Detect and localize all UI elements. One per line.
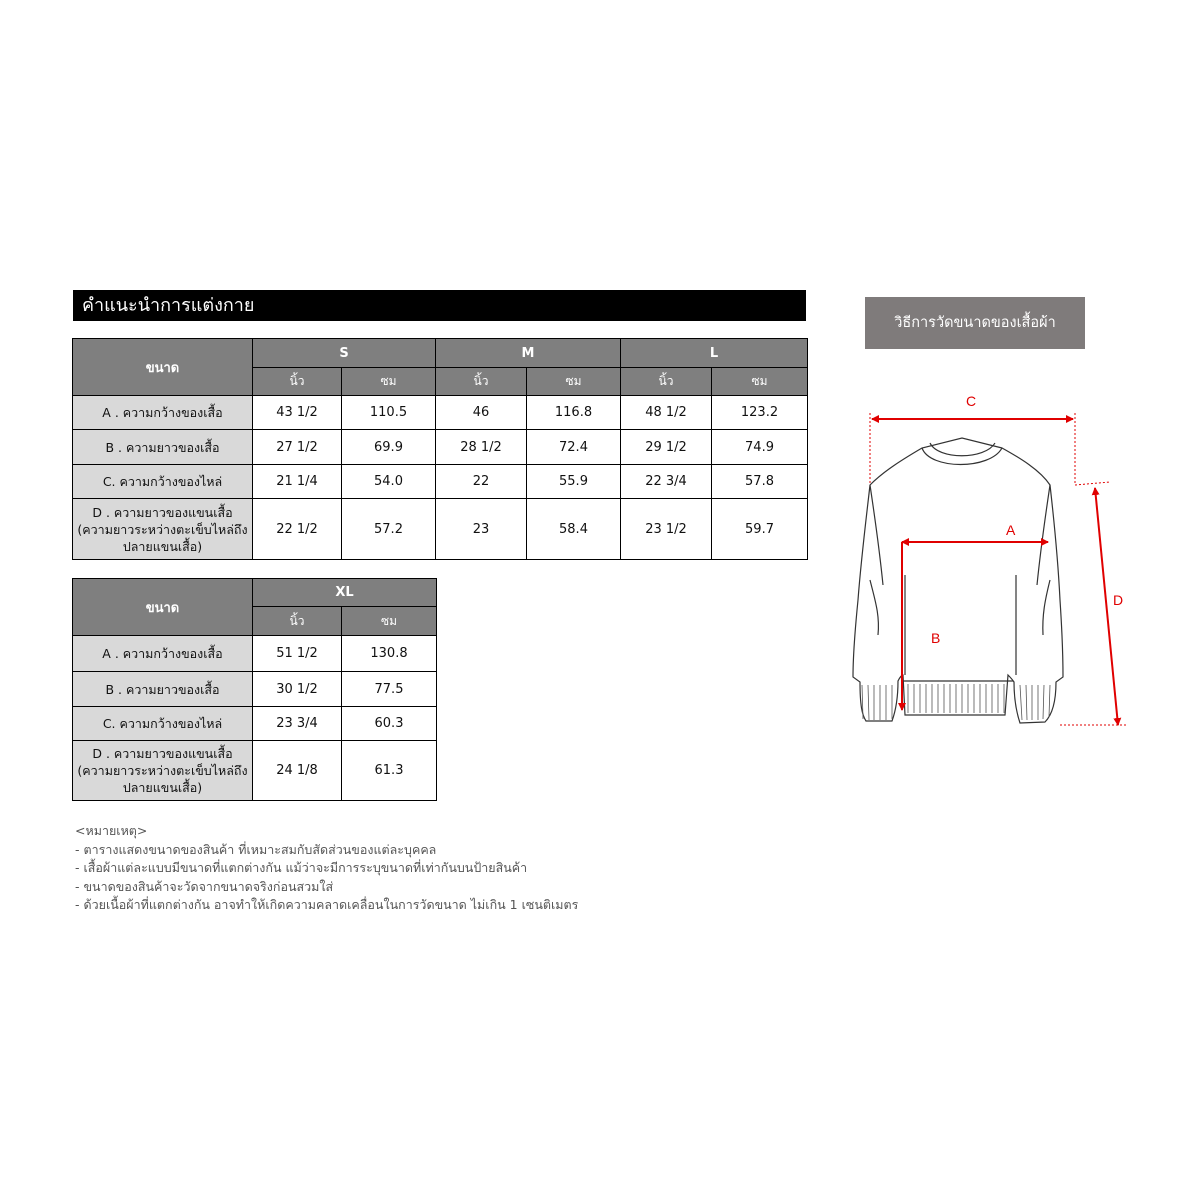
row-label: B . ความยาวของเสื้อ: [73, 672, 253, 707]
value-cell: 57.8: [712, 465, 808, 499]
row-label: A . ความกว้างของเสื้อ: [73, 636, 253, 672]
row-label: C. ความกว้างของไหล่: [73, 465, 253, 499]
value-cell: 21 1/4: [253, 465, 342, 499]
row-label: [73, 499, 253, 560]
unit-cm: ซม: [342, 368, 436, 396]
row-label-line: ปลายแขนเสื้อ): [122, 780, 203, 795]
notes-heading: <หมายเหตุ>: [75, 823, 148, 838]
value-cell: 46: [436, 396, 527, 430]
value-cell: 28 1/2: [436, 430, 527, 465]
size-s-header: S: [253, 339, 436, 368]
label-d: D: [1113, 592, 1124, 608]
unit-cm: ซม: [342, 607, 437, 636]
sweater-outline: [853, 438, 1063, 723]
value-cell: 22: [436, 465, 527, 499]
table-row: [73, 430, 808, 465]
value-cell: 110.5: [342, 396, 436, 430]
value-cell: 116.8: [527, 396, 621, 430]
value-cell: 51 1/2: [253, 636, 342, 672]
page-title: คำแนะนำการแต่งกาย: [73, 290, 806, 321]
row-label-line: D . ความยาวของแขนเสื้อ: [92, 746, 233, 761]
sweater-diagram: [830, 385, 1140, 745]
value-cell: 43 1/2: [253, 396, 342, 430]
label-b: B: [931, 630, 941, 646]
label-a: A: [1006, 522, 1016, 538]
row-label-line: (ความยาวระหว่างตะเข็บไหล่ถึง: [77, 521, 248, 537]
row-label: [73, 741, 253, 801]
table-row: [73, 499, 808, 560]
value-cell: 23 3/4: [253, 707, 342, 741]
size-header: ขนาด: [73, 339, 253, 396]
value-cell: 77.5: [342, 672, 437, 707]
value-cell: 55.9: [527, 465, 621, 499]
value-cell: 22 1/2: [253, 499, 342, 560]
unit-inch: นิ้ว: [436, 368, 527, 396]
value-cell: 58.4: [527, 499, 621, 560]
unit-inch: นิ้ว: [253, 607, 342, 636]
value-cell: 60.3: [342, 707, 437, 741]
measure-labels: [931, 393, 1123, 646]
value-cell: 57.2: [342, 499, 436, 560]
value-cell: 23 1/2: [621, 499, 712, 560]
size-m-header: M: [436, 339, 621, 368]
row-label-line: (ความยาวระหว่างตะเข็บไหล่ถึง: [77, 763, 248, 778]
value-cell: 48 1/2: [621, 396, 712, 430]
value-cell: 54.0: [342, 465, 436, 499]
value-cell: 23: [436, 499, 527, 560]
value-cell: 123.2: [712, 396, 808, 430]
value-cell: 22 3/4: [621, 465, 712, 499]
value-cell: 59.7: [712, 499, 808, 560]
size-xl-header: XL: [253, 579, 437, 607]
size-table-sml: [72, 338, 808, 560]
value-cell: 130.8: [342, 636, 437, 672]
guide-lines: [870, 413, 1126, 725]
row-label: B . ความยาวของเสื้อ: [73, 430, 253, 465]
unit-cm: ซม: [712, 368, 808, 396]
value-cell: 61.3: [342, 741, 437, 801]
value-cell: 69.9: [342, 430, 436, 465]
size-table-xl: [72, 578, 437, 801]
table-row: [73, 636, 437, 672]
size-header: ขนาด: [73, 579, 253, 636]
note-line: - ด้วยเนื้อผ้าที่แตกต่างกัน อาจทำให้เกิดความคลาดเคลื่อนในการวัดขนาด ไม่เกิน 1 เซนติเมตร: [75, 897, 579, 912]
table-row: [73, 707, 437, 741]
table-row: [73, 672, 437, 707]
unit-cm: ซม: [527, 368, 621, 396]
note-line: - เสื้อผ้าแต่ละแบบมีขนาดที่แตกต่างกัน แม้ว่าจะมีการระบุขนาดที่เท่ากันบนป้ายสินค้า: [75, 860, 528, 875]
value-cell: 29 1/2: [621, 430, 712, 465]
note-line: - ขนาดของสินค้าจะวัดจากขนาดจริงก่อนสวมใส่: [75, 878, 334, 894]
row-label: C. ความกว้างของไหล่: [73, 707, 253, 741]
value-cell: 72.4: [527, 430, 621, 465]
unit-inch: นิ้ว: [621, 368, 712, 396]
measure-lines: [872, 419, 1118, 725]
row-label: A . ความกว้างของเสื้อ: [73, 396, 253, 430]
notes: [75, 822, 578, 915]
unit-inch: นิ้ว: [253, 368, 342, 396]
value-cell: 74.9: [712, 430, 808, 465]
how-to-measure-banner: วิธีการวัดขนาดของเสื้อผ้า: [865, 297, 1085, 349]
value-cell: 27 1/2: [253, 430, 342, 465]
table-row: [73, 396, 808, 430]
label-c: C: [966, 393, 977, 409]
row-label-line: D . ความยาวของแขนเสื้อ: [92, 504, 233, 520]
value-cell: 30 1/2: [253, 672, 342, 707]
size-l-header: L: [621, 339, 808, 368]
row-label-line: ปลายแขนเสื้อ): [122, 538, 203, 554]
value-cell: 24 1/8: [253, 741, 342, 801]
note-line: - ตารางแสดงขนาดของสินค้า ที่เหมาะสมกับสัดส่วนของแต่ละบุคคล: [75, 841, 437, 857]
table-row: [73, 741, 437, 801]
table-row: [73, 465, 808, 499]
